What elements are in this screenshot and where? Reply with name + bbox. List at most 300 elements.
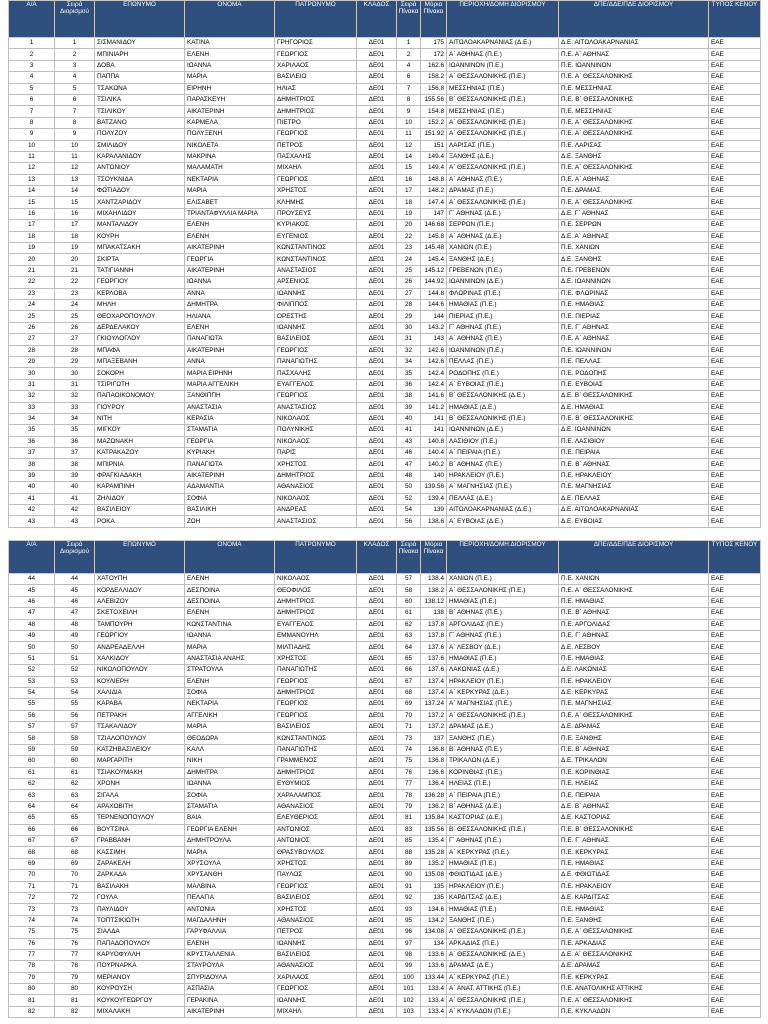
cell-specialty: ΔΕ01: [357, 243, 397, 254]
cell-appointment-area: Α΄ ΕΥΒΟΙΑΣ (Π.Ε.): [447, 379, 559, 390]
cell-list-order: 14: [397, 151, 421, 162]
cell-appointment-area: Β΄ ΘΕΣΣΑΛΟΝΙΚΗΣ (Π.Ε.): [447, 413, 559, 424]
cell-directorate: Π.Ε. ΦΛΩΡΙΝΑΣ: [559, 288, 709, 299]
cell-surname: ΜΑΝΤΑΛΙΔΟΥ: [95, 220, 185, 231]
table-row: [9, 345, 761, 356]
table-row: [9, 38, 761, 49]
cell-row-number: 49: [9, 630, 55, 641]
table-row: [9, 208, 761, 219]
cell-points: 137.6: [421, 653, 447, 664]
cell-fathers-name: ΕΥΘΥΜΙΟΣ: [275, 779, 357, 790]
cell-fathers-name: ΜΙΛΤΙΑΔΗΣ: [275, 642, 357, 653]
table-row: [9, 197, 761, 208]
cell-row-number: 63: [9, 790, 55, 801]
cell-appointment-order: 64: [55, 801, 95, 812]
cell-specialty: ΔΕ01: [357, 1006, 397, 1017]
table-row: [9, 322, 761, 333]
cell-directorate: Π.Ε. ΜΑΓΝΗΣΙΑΣ: [559, 482, 709, 493]
table-row: [9, 288, 761, 299]
cell-appointment-order: 11: [55, 151, 95, 162]
cell-appointment-area: ΔΡΑΜΑΣ (Π.Ε.): [447, 186, 559, 197]
cell-points: 145.4: [421, 254, 447, 265]
cell-appointment-order: 68: [55, 847, 95, 858]
cell-fathers-name: ΠΑΝΑΓΙΩΤΗΣ: [275, 356, 357, 367]
cell-specialty: ΔΕ01: [357, 402, 397, 413]
cell-vacancy-type: ΕΑΕ: [709, 858, 761, 869]
cell-appointment-order: 66: [55, 824, 95, 835]
table-row: [9, 254, 761, 265]
cell-fathers-name: ΕΥΑΓΓΕΛΟΣ: [275, 379, 357, 390]
cell-row-number: 33: [9, 402, 55, 413]
cell-row-number: 29: [9, 356, 55, 367]
cell-first-name: ΝΕΚΤΑΡΙΑ: [185, 174, 275, 185]
cell-appointment-area: ΠΕΛΛΑΣ (Π.Ε.): [447, 356, 559, 367]
cell-appointment-order: 37: [55, 448, 95, 459]
cell-appointment-order: 19: [55, 243, 95, 254]
cell-vacancy-type: ΕΑΕ: [709, 984, 761, 995]
cell-specialty: ΔΕ01: [357, 984, 397, 995]
cell-specialty: ΔΕ01: [357, 129, 397, 140]
cell-specialty: ΔΕ01: [357, 927, 397, 938]
cell-points: 140.4: [421, 448, 447, 459]
cell-fathers-name: ΠΕΤΡΟΣ: [275, 140, 357, 151]
cell-points: 139: [421, 505, 447, 516]
cell-specialty: ΔΕ01: [357, 436, 397, 447]
cell-appointment-area: Α΄ ΘΕΣΣΑΛΟΝΙΚΗΣ (Π.Ε.): [447, 710, 559, 721]
cell-vacancy-type: ΕΑΕ: [709, 299, 761, 310]
cell-vacancy-type: ΕΑΕ: [709, 243, 761, 254]
cell-surname: ΚΑΡΥΟΦΥΛΛΗ: [95, 949, 185, 960]
cell-points: 134.08: [421, 927, 447, 938]
table-row: [9, 49, 761, 60]
cell-specialty: ΔΕ01: [357, 938, 397, 949]
cell-fathers-name: ΓΕΩΡΓΙΟΣ: [275, 129, 357, 140]
cell-points: 162.6: [421, 60, 447, 71]
cell-specialty: ΔΕ01: [357, 197, 397, 208]
cell-directorate: Δ.Ε. ΛΕΣΒΟΥ: [559, 642, 709, 653]
table-row: [9, 585, 761, 596]
cell-list-order: 65: [397, 653, 421, 664]
cell-first-name: ΙΩΑΝΝΑ: [185, 779, 275, 790]
cell-surname: ΚΑΤΡΑΚΑΖΟΥ: [95, 448, 185, 459]
cell-list-order: 41: [397, 425, 421, 436]
cell-points: 137.4: [421, 676, 447, 687]
cell-first-name: ΤΡΙΑΝΤΑΦΥΛΛΙΑ ΜΑΡΙΑ: [185, 208, 275, 219]
cell-list-order: 78: [397, 790, 421, 801]
cell-surname: ΓΟΥΛΑ: [95, 892, 185, 903]
cell-directorate: Π.Ε. ΠΙΕΡΙΑΣ: [559, 311, 709, 322]
cell-directorate: Π.Ε. ΧΑΝΙΩΝ: [559, 574, 709, 585]
cell-row-number: 21: [9, 265, 55, 276]
cell-vacancy-type: ΕΑΕ: [709, 265, 761, 276]
cell-row-number: 44: [9, 574, 55, 585]
cell-surname: ΜΠΙΝΙΑΡΗ: [95, 49, 185, 60]
cell-points: 143.2: [421, 322, 447, 333]
table-row: [9, 425, 761, 436]
cell-appointment-area: Α΄ ΚΥΚΛΑΔΩΝ (Π.Ε.): [447, 1006, 559, 1017]
cell-row-number: 25: [9, 311, 55, 322]
cell-list-order: 10: [397, 117, 421, 128]
cell-points: 135.56: [421, 824, 447, 835]
cell-row-number: 45: [9, 585, 55, 596]
cell-surname: ΣΙΑΛΔΑ: [95, 927, 185, 938]
cell-points: 136.8: [421, 756, 447, 767]
cell-fathers-name: ΒΑΣΙΛΕΙΟΣ: [275, 949, 357, 960]
cell-specialty: ΔΕ01: [357, 265, 397, 276]
cell-directorate: Π.Ε. ΠΕΛΛΑΣ: [559, 356, 709, 367]
cell-fathers-name: ΔΗΜΗΤΡΙΟΣ: [275, 470, 357, 481]
cell-row-number: 69: [9, 858, 55, 869]
cell-list-order: 91: [397, 881, 421, 892]
cell-vacancy-type: ΕΑΕ: [709, 254, 761, 265]
cell-points: 142.6: [421, 356, 447, 367]
cell-surname: ΤΖΙΑΛΟΠΟΥΛΟΥ: [95, 733, 185, 744]
cell-appointment-area: ΗΡΑΚΛΕΙΟΥ (Π.Ε.): [447, 881, 559, 892]
cell-points: 144: [421, 311, 447, 322]
table-row: [9, 470, 761, 481]
cell-directorate: Π.Ε. Α΄ ΘΕΣΣΑΛΟΝΙΚΗΣ: [559, 197, 709, 208]
cell-points: 135.2: [421, 858, 447, 869]
cell-first-name: ΑΙΚΑΤΕΡΙΝΗ: [185, 345, 275, 356]
column-header-points: Μόρια Πίνακα: [421, 1, 447, 38]
cell-row-number: 36: [9, 436, 55, 447]
cell-points: 135: [421, 892, 447, 903]
cell-list-order: 69: [397, 699, 421, 710]
cell-row-number: 32: [9, 391, 55, 402]
cell-specialty: ΔΕ01: [357, 858, 397, 869]
cell-points: 136.8: [421, 744, 447, 755]
table-row: [9, 630, 761, 641]
cell-directorate: Π.Ε. ΧΑΝΙΩΝ: [559, 243, 709, 254]
table-row: [9, 83, 761, 94]
table-row: [9, 516, 761, 527]
cell-surname: ΤΣΟΥΚΝΙΔΑ: [95, 174, 185, 185]
cell-appointment-order: 25: [55, 311, 95, 322]
cell-vacancy-type: ΕΑΕ: [709, 151, 761, 162]
cell-appointment-area: ΗΜΑΘΙΑΣ (Π.Ε.): [447, 653, 559, 664]
cell-surname: ΠΑΠΠΑ: [95, 72, 185, 83]
cell-specialty: ΔΕ01: [357, 231, 397, 242]
cell-appointment-order: 47: [55, 608, 95, 619]
column-header-directorate: ΔΠΕ/ΔΔΕ/ΠΔΕ ΔΙΟΡΙΣΜΟΥ: [559, 541, 709, 574]
cell-specialty: ΔΕ01: [357, 493, 397, 504]
cell-list-order: 27: [397, 288, 421, 299]
cell-specialty: ΔΕ01: [357, 470, 397, 481]
cell-appointment-order: 10: [55, 140, 95, 151]
cell-specialty: ΔΕ01: [357, 83, 397, 94]
cell-appointment-order: 67: [55, 835, 95, 846]
cell-specialty: ΔΕ01: [357, 870, 397, 881]
cell-row-number: 5: [9, 83, 55, 94]
cell-points: 141: [421, 413, 447, 424]
cell-points: 136.6: [421, 767, 447, 778]
cell-row-number: 26: [9, 322, 55, 333]
cell-points: 172: [421, 49, 447, 60]
cell-appointment-area: ΙΩΑΝΝΙΝΩΝ (Δ.Ε.): [447, 425, 559, 436]
cell-appointment-order: 42: [55, 505, 95, 516]
cell-row-number: 3: [9, 60, 55, 71]
cell-vacancy-type: ΕΑΕ: [709, 493, 761, 504]
cell-specialty: ΔΕ01: [357, 174, 397, 185]
cell-points: 133.6: [421, 961, 447, 972]
cell-appointment-order: 21: [55, 265, 95, 276]
table-row: [9, 984, 761, 995]
cell-fathers-name: ΧΑΡΙΛΑΟΣ: [275, 60, 357, 71]
cell-appointment-area: ΗΜΑΘΙΑΣ (Δ.Ε.): [447, 402, 559, 413]
table-row: [9, 767, 761, 778]
cell-first-name: ΓΕΡΑΚΙΝΑ: [185, 995, 275, 1006]
cell-first-name: ΙΩΑΝΝΑ: [185, 630, 275, 641]
cell-appointment-order: 61: [55, 767, 95, 778]
cell-first-name: ΝΕΚΤΑΡΙΑ: [185, 699, 275, 710]
cell-specialty: ΔΕ01: [357, 413, 397, 424]
cell-appointment-area: ΛΑΡΙΣΑΣ (Π.Ε.): [447, 140, 559, 151]
cell-directorate: Π.Ε. Α΄ ΘΕΣΣΑΛΟΝΙΚΗΣ: [559, 927, 709, 938]
cell-list-order: 58: [397, 585, 421, 596]
cell-vacancy-type: ΕΑΕ: [709, 801, 761, 812]
cell-appointment-area: ΞΑΝΘΗΣ (Δ.Ε.): [447, 254, 559, 265]
cell-list-order: 38: [397, 391, 421, 402]
table-row: [9, 824, 761, 835]
cell-points: 139.4: [421, 493, 447, 504]
cell-first-name: ΑΙΚΑΤΕΡΙΝΗ: [185, 1006, 275, 1017]
cell-row-number: 11: [9, 151, 55, 162]
cell-first-name: ΚΡΥΣΤΑΛΛΕΝΙΑ: [185, 949, 275, 960]
cell-surname: ΜΠΑΞΕΒΑΝΗ: [95, 356, 185, 367]
cell-fathers-name: ΓΕΩΡΓΙΟΣ: [275, 710, 357, 721]
cell-specialty: ΔΕ01: [357, 801, 397, 812]
cell-first-name: ΕΛΕΝΗ: [185, 608, 275, 619]
table-row: [9, 356, 761, 367]
cell-appointment-order: 51: [55, 653, 95, 664]
cell-row-number: 41: [9, 493, 55, 504]
cell-fathers-name: ΒΑΣΙΛΕΙΟΣ: [275, 722, 357, 733]
cell-fathers-name: ΧΡΗΣΤΟΣ: [275, 186, 357, 197]
cell-row-number: 79: [9, 972, 55, 983]
cell-first-name: ΕΛΕΝΗ: [185, 231, 275, 242]
cell-surname: ΓΕΩΡΓΙΟΥ: [95, 630, 185, 641]
cell-first-name: ΒΑΙΑ: [185, 813, 275, 824]
cell-directorate: Π.Ε. Α΄ ΑΘΗΝΑΣ: [559, 174, 709, 185]
cell-appointment-area: ΙΩΑΝΝΙΝΩΝ (Π.Ε.): [447, 345, 559, 356]
cell-fathers-name: ΒΑΣΙΛΕΙΟΣ: [275, 892, 357, 903]
cell-surname: ΤΕΡΝΕΝΟΠΟΥΛΟΥ: [95, 813, 185, 824]
cell-directorate: Π.Ε. Α΄ ΘΕΣΣΑΛΟΝΙΚΗΣ: [559, 710, 709, 721]
cell-list-order: 103: [397, 1006, 421, 1017]
cell-row-number: 62: [9, 779, 55, 790]
cell-fathers-name: ΑΝΤΩΝΙΟΣ: [275, 835, 357, 846]
cell-points: 140: [421, 470, 447, 481]
cell-appointment-order: 33: [55, 402, 95, 413]
cell-directorate: Π.Ε. ΗΡΑΚΛΕΙΟΥ: [559, 676, 709, 687]
cell-directorate: Π.Ε. ΗΜΑΘΙΑΣ: [559, 596, 709, 607]
column-header-row-number: Α/Α: [9, 1, 55, 38]
cell-first-name: ΠΕΛΑΓΙΑ: [185, 892, 275, 903]
cell-specialty: ΔΕ01: [357, 368, 397, 379]
cell-first-name: ΑΣΠΑΣΙΑ: [185, 984, 275, 995]
cell-vacancy-type: ΕΑΕ: [709, 72, 761, 83]
cell-fathers-name: ΚΩΝΣΤΑΝΤΙΝΟΣ: [275, 243, 357, 254]
cell-appointment-order: 40: [55, 482, 95, 493]
cell-fathers-name: ΕΛΕΥΘΕΡΙΟΣ: [275, 813, 357, 824]
cell-first-name: ΚΑΛΛ: [185, 744, 275, 755]
cell-list-order: 57: [397, 574, 421, 585]
cell-appointment-order: 52: [55, 665, 95, 676]
cell-list-order: 19: [397, 208, 421, 219]
cell-specialty: ΔΕ01: [357, 779, 397, 790]
cell-specialty: ΔΕ01: [357, 379, 397, 390]
cell-appointment-order: 35: [55, 425, 95, 436]
table-row: [9, 220, 761, 231]
cell-directorate: Π.Ε. ΛΑΡΙΣΑΣ: [559, 140, 709, 151]
cell-list-order: 18: [397, 197, 421, 208]
column-header-first-name: ΟΝΟΜΑ: [185, 1, 275, 38]
cell-vacancy-type: ΕΑΕ: [709, 630, 761, 641]
cell-surname: ΧΑΝΤΖΑΡΙΔΟΥ: [95, 197, 185, 208]
cell-directorate: Π.Ε. ΞΑΝΘΗΣ: [559, 733, 709, 744]
cell-specialty: ΔΕ01: [357, 186, 397, 197]
cell-appointment-area: Α΄ ΕΥΒΟΙΑΣ (Δ.Ε.): [447, 516, 559, 527]
cell-appointment-order: 60: [55, 756, 95, 767]
cell-appointment-area: Α΄ ΠΕΙΡΑΙΑ (Π.Ε.): [447, 790, 559, 801]
table-row: [9, 1006, 761, 1017]
cell-first-name: ΓΕΩΡΓΙΑ ΕΛΕΝΗ: [185, 824, 275, 835]
cell-list-order: 50: [397, 482, 421, 493]
cell-list-order: 52: [397, 493, 421, 504]
cell-appointment-order: 44: [55, 574, 95, 585]
table-row: [9, 402, 761, 413]
cell-list-order: 25: [397, 265, 421, 276]
cell-appointment-area: ΞΑΝΘΗΣ (Π.Ε.): [447, 915, 559, 926]
table-row: [9, 265, 761, 276]
cell-appointment-order: 1: [55, 38, 95, 49]
cell-list-order: 2: [397, 49, 421, 60]
cell-surname: ΚΟΥΚΟΥΓΕΩΡΓΟΥ: [95, 995, 185, 1006]
cell-first-name: ΚΑΡΜΕΛΑ: [185, 117, 275, 128]
cell-fathers-name: ΝΙΚΟΛΑΟΣ: [275, 493, 357, 504]
cell-row-number: 15: [9, 197, 55, 208]
cell-appointment-order: 20: [55, 254, 95, 265]
cell-specialty: ΔΕ01: [357, 756, 397, 767]
cell-surname: ΑΡΑΧΩΒΙΤΗ: [95, 801, 185, 812]
table-header: [9, 541, 761, 574]
cell-directorate: Δ.Ε. Β΄ ΘΕΣΣΑΛΟΝΙΚΗΣ: [559, 391, 709, 402]
cell-surname: ΡΟΚΑ: [95, 516, 185, 527]
cell-row-number: 48: [9, 619, 55, 630]
cell-points: 142.4: [421, 368, 447, 379]
cell-list-order: 56: [397, 516, 421, 527]
cell-fathers-name: ΔΗΜΗΤΡΙΟΣ: [275, 608, 357, 619]
cell-surname: ΤΣΑΚΑΛΙΔΟΥ: [95, 722, 185, 733]
cell-points: 135.28: [421, 847, 447, 858]
cell-points: 142.6: [421, 345, 447, 356]
cell-points: 143: [421, 334, 447, 345]
cell-first-name: ΜΑΡΙΑ: [185, 642, 275, 653]
cell-vacancy-type: ΕΑΕ: [709, 174, 761, 185]
cell-surname: ΖΑΡΚΑΔΑ: [95, 870, 185, 881]
cell-specialty: ΔΕ01: [357, 208, 397, 219]
cell-appointment-area: Γ΄ ΑΘΗΝΑΣ (Π.Ε.): [447, 630, 559, 641]
cell-fathers-name: ΟΡΕΣΤΗΣ: [275, 311, 357, 322]
cell-row-number: 51: [9, 653, 55, 664]
cell-directorate: Π.Ε. Α΄ ΑΘΗΝΑΣ: [559, 49, 709, 60]
cell-first-name: ΙΩΑΝΝΑ: [185, 60, 275, 71]
cell-appointment-order: 65: [55, 813, 95, 824]
cell-appointment-order: 7: [55, 106, 95, 117]
cell-vacancy-type: ΕΑΕ: [709, 94, 761, 105]
cell-fathers-name: ΜΙΧΑΗΛ: [275, 1006, 357, 1017]
table-row: [9, 927, 761, 938]
cell-specialty: ΔΕ01: [357, 106, 397, 117]
cell-surname: ΜΙΓΚΟΥ: [95, 425, 185, 436]
cell-first-name: ΕΛΕΝΗ: [185, 574, 275, 585]
cell-appointment-order: 73: [55, 904, 95, 915]
cell-points: 134.2: [421, 915, 447, 926]
cell-vacancy-type: ΕΑΕ: [709, 231, 761, 242]
cell-first-name: ΣΟΦΙΑ: [185, 493, 275, 504]
cell-vacancy-type: ΕΑΕ: [709, 779, 761, 790]
cell-directorate: Π.Ε. ΗΡΑΚΛΕΙΟΥ: [559, 881, 709, 892]
cell-vacancy-type: ΕΑΕ: [709, 676, 761, 687]
cell-specialty: ΔΕ01: [357, 847, 397, 858]
cell-first-name: ΑΓΓΕΛΙΚΗ: [185, 710, 275, 721]
table-row: [9, 653, 761, 664]
cell-first-name: ΣΤΑΜΑΤΙΑ: [185, 425, 275, 436]
cell-first-name: ΚΑΤΙΝΑ: [185, 38, 275, 49]
cell-points: 145.12: [421, 265, 447, 276]
cell-specialty: ΔΕ01: [357, 790, 397, 801]
table-header: [9, 1, 761, 38]
cell-fathers-name: ΔΗΜΗΤΡΙΟΣ: [275, 767, 357, 778]
cell-appointment-order: 74: [55, 915, 95, 926]
cell-appointment-area: Α΄ ΑΝΑΤ. ΑΤΤΙΚΗΣ (Π.Ε.): [447, 984, 559, 995]
table-row: [9, 243, 761, 254]
cell-fathers-name: ΑΝΔΡΕΑΣ: [275, 505, 357, 516]
cell-row-number: 22: [9, 277, 55, 288]
cell-appointment-order: 18: [55, 231, 95, 242]
cell-vacancy-type: ΕΑΕ: [709, 687, 761, 698]
table-row: [9, 835, 761, 846]
cell-appointment-area: Α΄ ΘΕΣΣΑΛΟΝΙΚΗΣ (Π.Ε.): [447, 163, 559, 174]
cell-directorate: Δ.Ε. Β΄ ΑΘΗΝΑΣ: [559, 801, 709, 812]
cell-vacancy-type: ΕΑΕ: [709, 824, 761, 835]
cell-points: 135.4: [421, 835, 447, 846]
table-row: [9, 140, 761, 151]
cell-appointment-order: 80: [55, 984, 95, 995]
cell-directorate: Π.Ε. Γ΄ ΑΘΗΝΑΣ: [559, 630, 709, 641]
cell-specialty: ΔΕ01: [357, 710, 397, 721]
cell-vacancy-type: ΕΑΕ: [709, 881, 761, 892]
cell-first-name: ΜΑΡΙΑ: [185, 72, 275, 83]
table-row: [9, 722, 761, 733]
table-row: [9, 231, 761, 242]
cell-appointment-order: 5: [55, 83, 95, 94]
cell-first-name: ΚΩΝΣΤΑΝΤΙΝΑ: [185, 619, 275, 630]
cell-row-number: 70: [9, 870, 55, 881]
column-header-first-name: ΟΝΟΜΑ: [185, 541, 275, 574]
cell-specialty: ΔΕ01: [357, 596, 397, 607]
cell-appointment-order: 63: [55, 790, 95, 801]
cell-points: 134: [421, 938, 447, 949]
column-header-row-number: Α/Α: [9, 541, 55, 574]
cell-first-name: ΜΑΡΙΑ: [185, 722, 275, 733]
cell-surname: ΠΟΛΥΖΟΥ: [95, 129, 185, 140]
cell-appointment-area: ΜΕΣΣΗΝΙΑΣ (Π.Ε.): [447, 106, 559, 117]
cell-fathers-name: ΠΙΕΤΡΟ: [275, 117, 357, 128]
cell-directorate: Π.Ε. Α΄ ΘΕΣΣΑΛΟΝΙΚΗΣ: [559, 117, 709, 128]
cell-list-order: 66: [397, 665, 421, 676]
cell-directorate: Δ.Ε. ΚΑΡΔΙΤΣΑΣ: [559, 892, 709, 903]
